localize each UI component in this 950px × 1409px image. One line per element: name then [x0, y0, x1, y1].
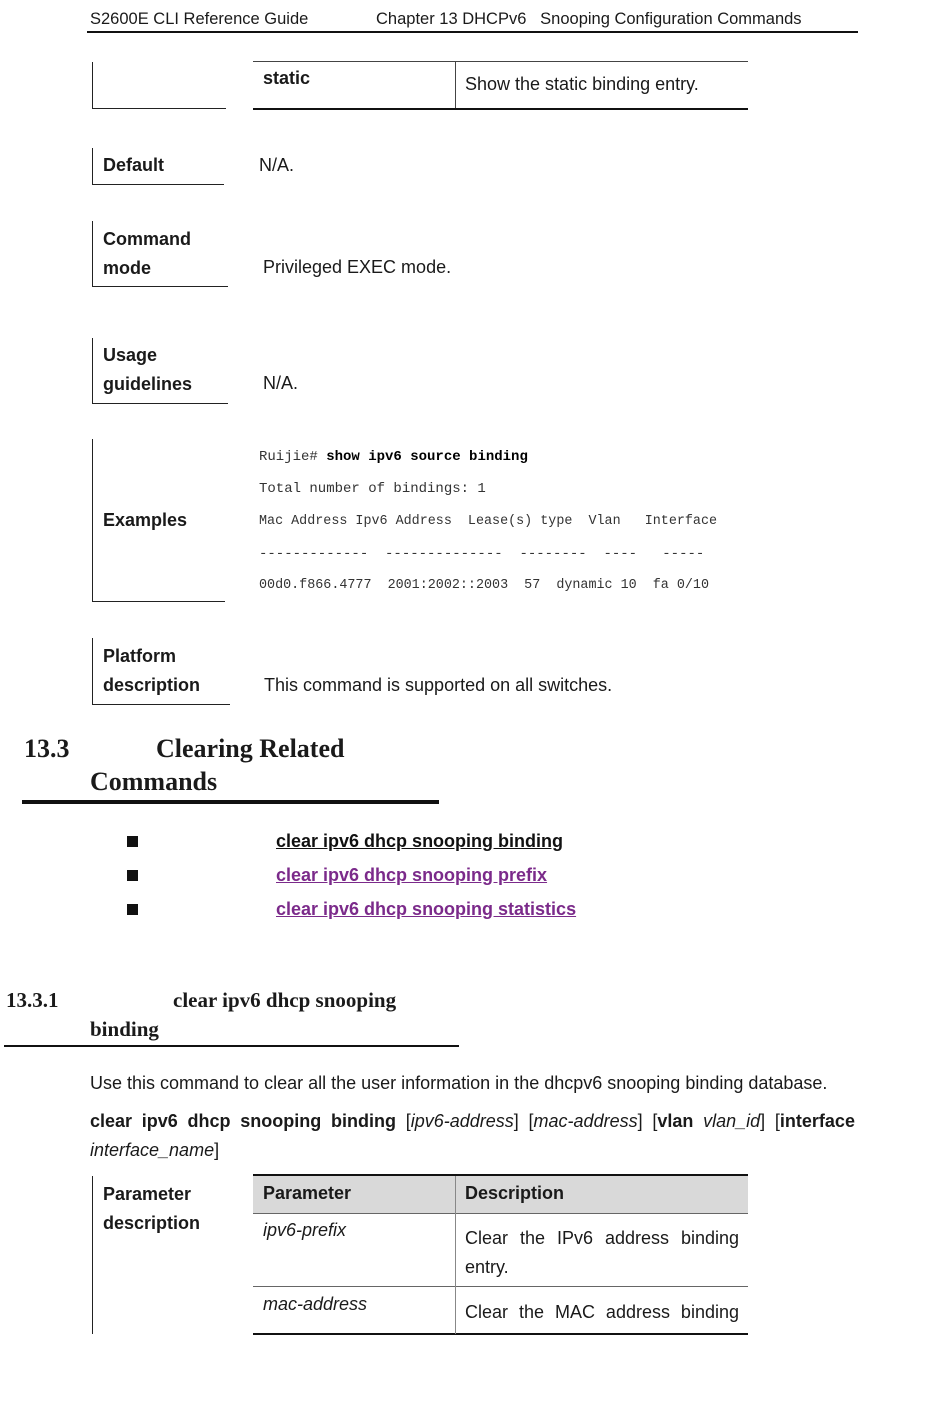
syntax-vlan-kw: vlan	[657, 1111, 694, 1131]
label-bottom-border	[92, 108, 226, 109]
example-line-4: ------------- -------------- -------- ---- -----	[259, 546, 705, 562]
table-row-desc: Clear the MAC address binding	[465, 1302, 739, 1322]
syntax-line-1: clear ipv6 dhcp snooping binding [ipv6-address] [mac-address] [vlan vlan_id] [interface	[90, 1111, 855, 1131]
section-13-3-1-rule	[4, 1045, 459, 1047]
bullet-icon	[127, 870, 138, 881]
section-13-3-title-2: Commands	[90, 767, 218, 796]
header-rule	[87, 31, 858, 33]
example-line-1	[259, 449, 528, 465]
table-col-divider	[455, 62, 456, 109]
param-desc-label-2: description	[103, 1213, 201, 1233]
section-13-3-1-title-1: clear ipv6 dhcp snooping	[173, 988, 397, 1012]
table-top-rule	[253, 61, 748, 62]
table-row-param: mac-address	[263, 1294, 368, 1314]
section-13-3-1-number: 13.3.1	[6, 988, 59, 1012]
bullet-icon	[127, 904, 138, 915]
link-clear-prefix[interactable]: clear ipv6 dhcp snooping prefix	[276, 865, 548, 885]
example-line-2: Total number of bindings: 1	[259, 481, 486, 497]
intro-paragraph: Use this command to clear all the user information in the dhcpv6 snooping binding database.	[90, 1073, 828, 1093]
running-header-right: Chapter 13 DHCPv6 Snooping Configuration Commands	[376, 10, 802, 28]
section-13-3-number: 13.3	[24, 734, 70, 763]
table-row-rule	[253, 1286, 748, 1287]
syntax-arg-mac: mac-address	[533, 1111, 638, 1131]
table-head-param: Parameter	[263, 1183, 352, 1203]
default-value: N/A.	[259, 155, 295, 175]
param-static: static	[263, 68, 311, 88]
syntax-line-2: interface_name]	[90, 1140, 220, 1160]
examples-label: Examples	[103, 510, 188, 530]
link-clear-statistics[interactable]: clear ipv6 dhcp snooping statistics	[276, 899, 577, 919]
command-mode-value: Privileged EXEC mode.	[263, 257, 452, 277]
running-header-left: S2600E CLI Reference Guide	[90, 10, 309, 28]
table-bottom-rule	[253, 1333, 748, 1335]
syntax-iface-arg: interface_name	[90, 1140, 215, 1160]
table-bottom-rule	[253, 108, 748, 110]
example-line-3: Mac Address Ipv6 Address Lease(s) type Vlan Interface	[259, 514, 718, 529]
usage-label-2: guidelines	[103, 374, 193, 394]
table-row-desc-cont: entry.	[465, 1257, 509, 1277]
example-prompt: Ruijie#	[259, 449, 327, 465]
table-head-desc: Description	[465, 1183, 565, 1203]
table-row-desc: Clear the IPv6 address binding	[465, 1228, 739, 1248]
platform-label-1: Platform	[103, 646, 177, 666]
table-top-rule	[253, 1174, 748, 1176]
section-13-3-1-title-2: binding	[90, 1017, 159, 1041]
link-clear-binding[interactable]: clear ipv6 dhcp snooping binding	[276, 831, 564, 851]
platform-value: This command is supported on all switches.	[264, 675, 613, 695]
section-13-3-rule	[22, 800, 439, 804]
syntax-iface-kw: interface	[779, 1111, 855, 1131]
command-mode-label-2: mode	[103, 258, 152, 278]
example-command: show ipv6 source binding	[326, 449, 528, 465]
platform-label-2: description	[103, 675, 201, 695]
param-desc-label-1: Parameter	[103, 1184, 192, 1204]
syntax-arg-ipv6: ipv6-address	[410, 1111, 514, 1131]
syntax-cmd: clear ipv6 dhcp snooping binding	[90, 1111, 396, 1131]
usage-value: N/A.	[263, 373, 299, 393]
table-row-param: ipv6-prefix	[263, 1220, 347, 1240]
bullet-icon	[127, 836, 138, 847]
param-static-desc: Show the static binding entry.	[465, 74, 699, 94]
param-label-border	[92, 1176, 93, 1334]
section-13-3-title-1: Clearing Related	[156, 734, 345, 763]
table-col-divider	[455, 1176, 456, 1334]
usage-label-1: Usage	[103, 345, 158, 365]
example-line-5: 00d0.f866.4777 2001:2002::2003 57 dynamic 10 fa 0/10	[259, 578, 709, 593]
default-label: Default	[103, 155, 165, 175]
table-head-rule	[253, 1213, 748, 1214]
command-mode-label-1: Command	[103, 229, 192, 249]
syntax-vlan-arg: vlan_id	[703, 1111, 761, 1131]
label-left-border	[92, 62, 93, 109]
